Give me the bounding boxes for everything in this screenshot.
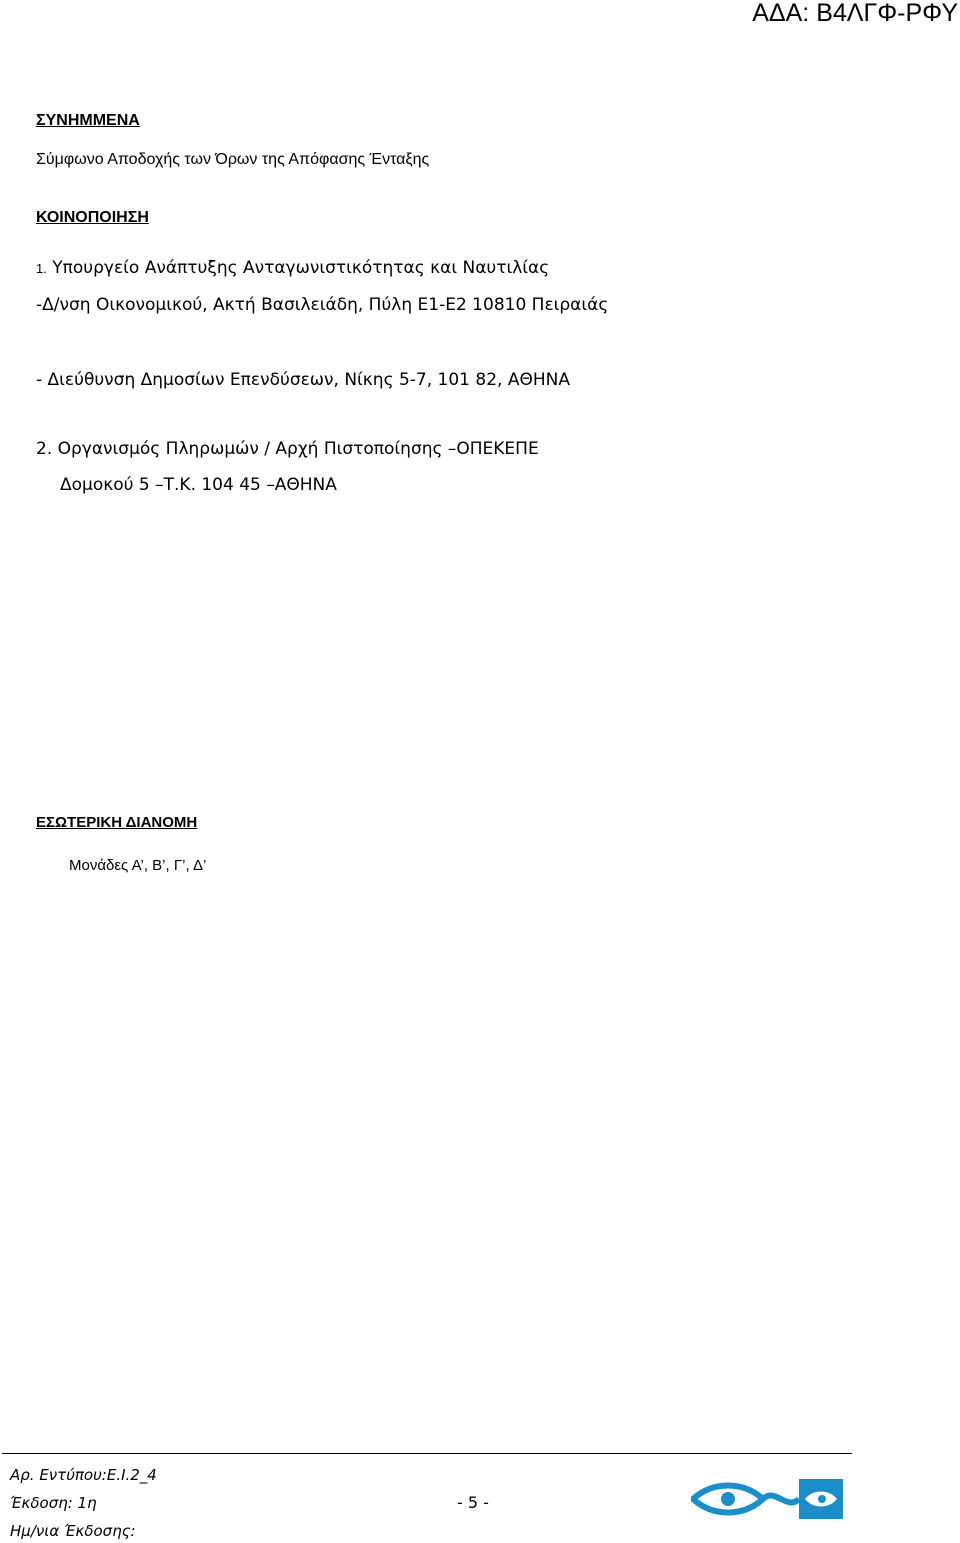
organization-logo [691, 1475, 845, 1523]
internal-distribution-heading: ΕΣΩΤΕΡΙΚΗ ΔΙΑΝΟΜΗ [36, 814, 198, 831]
page-number: - 5 - [457, 1493, 489, 1512]
footer-form-number: Αρ. Εντύπου:Ε.Ι.2_4 [10, 1466, 157, 1484]
notification-item-2: 2. Οργανισμός Πληρωμών / Αρχή Πιστοποίησης –ΟΠΕΚΕΠΕ [36, 439, 539, 459]
notification-item-1 [36, 257, 549, 280]
notification-item-1-line-2: -Δ/νση Οικονομικού, Ακτή Βασιλειάδη, Πύλη Ε1-Ε2 10810 Πειραιάς [36, 295, 609, 315]
notification-item-2-address: Δομοκού 5 –Τ.Κ. 104 45 –ΑΘΗΝΑ [60, 475, 337, 495]
notification-heading: ΚΟΙΝΟΠΟΙΗΣΗ [36, 209, 149, 226]
attachments-item: Σύμφωνο Αποδοχής των Όρων της Απόφασης Ένταξης [36, 151, 430, 168]
notification-item-1-number: 1. [36, 261, 47, 276]
footer-issue-date: Ημ/νια Έκδοσης: [10, 1522, 136, 1540]
notification-item-1-line-3: - Διεύθυνση Δημοσίων Επενδύσεων, Νίκης 5-7, 101 82, ΑΘΗΝΑ [36, 370, 570, 390]
footer-divider [2, 1453, 852, 1454]
internal-distribution-item: Μονάδες Α’, Β’, Γ’, Δ’ [69, 857, 207, 874]
notification-item-1-text: Υπουργείο Ανάπτυξης Ανταγωνιστικότητας και Ναυτιλίας [52, 258, 550, 278]
ada-code: ΑΔΑ: Β4ΛΓΦ-ΡΦΥ [752, 0, 958, 27]
attachments-heading: ΣΥΝΗΜΜΕΝΑ [36, 112, 140, 129]
footer-version: Έκδοση: 1η [10, 1494, 97, 1512]
